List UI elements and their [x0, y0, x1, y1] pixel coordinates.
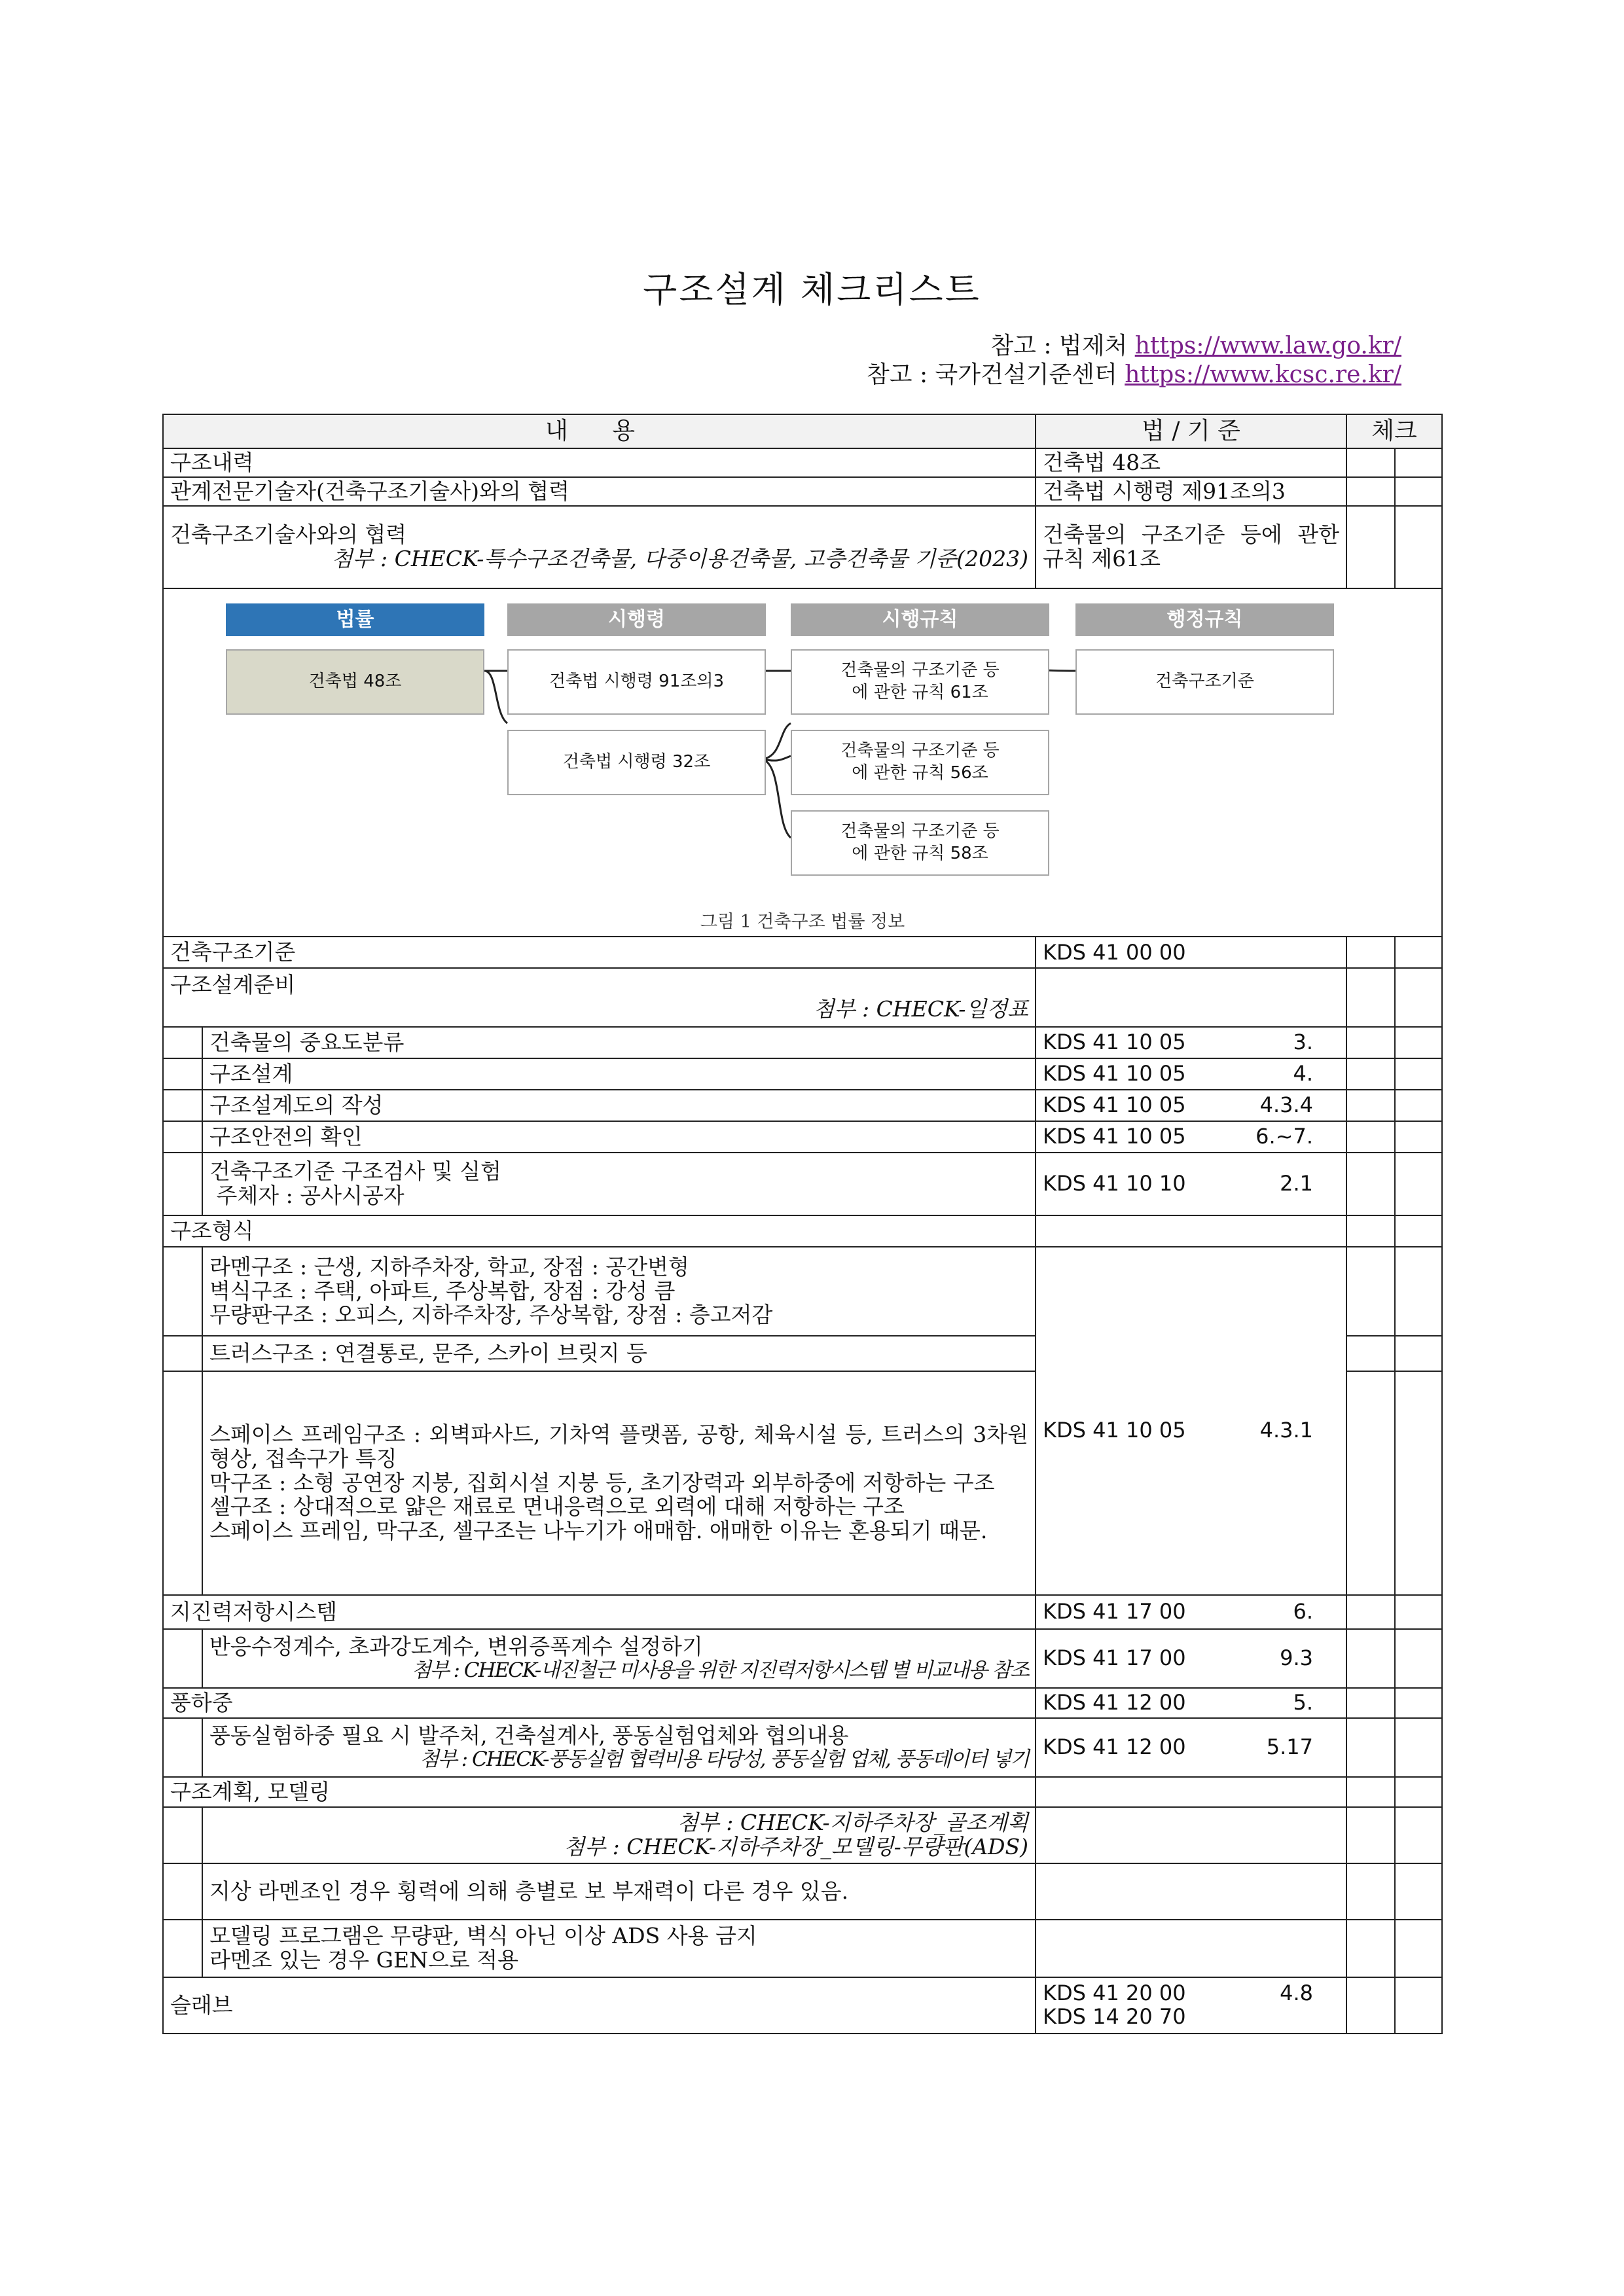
check-box[interactable]: [1346, 1336, 1395, 1371]
check-box[interactable]: [1395, 1058, 1442, 1090]
header-law-category: 법률: [226, 603, 484, 636]
row-text: 구조형식: [163, 1215, 1036, 1247]
check-box[interactable]: [1395, 1777, 1442, 1807]
table-row: [163, 968, 1442, 1027]
row-text-block: [202, 1153, 1036, 1215]
row-text: 구조안전의 확인: [202, 1121, 1036, 1153]
reference-line-kcsc: [867, 356, 1401, 389]
check-box[interactable]: [1346, 1863, 1395, 1920]
check-box[interactable]: [1346, 1027, 1395, 1058]
indent-cell: [163, 1629, 202, 1688]
reference-link-law[interactable]: https://www.law.go.kr/: [1134, 332, 1401, 359]
check-box[interactable]: [1395, 1336, 1442, 1371]
row-law: [1036, 1920, 1346, 1977]
indent-cell: [163, 1371, 202, 1595]
table-row: [163, 1977, 1442, 2034]
row-law: KDS 41 17 00 9.3: [1036, 1629, 1346, 1688]
check-box[interactable]: [1395, 1371, 1442, 1595]
check-box[interactable]: [1395, 1920, 1442, 1977]
law-diagram: [164, 589, 1441, 936]
row-attachment: 첨부 : CHECK-지하주차장_골조계획: [677, 1810, 1028, 1836]
row-law: [1036, 1807, 1346, 1863]
indent-cell: [163, 1090, 202, 1121]
check-box[interactable]: [1346, 506, 1395, 588]
check-box[interactable]: [1395, 1688, 1442, 1718]
row-text: 관계전문기술자(건축구조기술사)와의 협력: [163, 477, 1036, 506]
row-attachment: 첨부 : CHECK-내진철근 미사용을 위한 지진력저항시스템 별 비교내용 참조: [411, 1659, 1028, 1683]
check-box[interactable]: [1395, 1629, 1442, 1688]
table-row: [163, 1920, 1442, 1977]
diagram-connectors: [164, 589, 1398, 936]
header-content: 내 용: [163, 414, 1036, 448]
checklist-table: [162, 414, 1443, 2034]
connector-line: [763, 723, 791, 759]
table-row: [163, 1247, 1442, 1336]
check-box[interactable]: [1395, 1595, 1442, 1629]
table-row: [163, 1863, 1442, 1920]
row-text: 풍동실험하중 필요 시 발주처, 건축설계사, 풍동실험업체와 협의내용: [209, 1723, 849, 1749]
box-decree-32: 건축법 시행령 32조: [507, 730, 766, 795]
row-law: KDS 41 17 00 6.: [1036, 1595, 1346, 1629]
row-text-block: [202, 1247, 1036, 1336]
row-attachment: 첨부 : CHECK-특수구조건축물, 다중이용건축물, 고층건축물 기준(2023): [331, 546, 1028, 571]
indent-cell: [163, 1807, 202, 1863]
indent-cell: [163, 1718, 202, 1777]
check-box[interactable]: [1346, 1090, 1395, 1121]
header-law: 법 / 기 준: [1036, 414, 1346, 448]
check-box[interactable]: [1395, 968, 1442, 1027]
header-check: 체크: [1346, 414, 1442, 448]
indent-cell: [163, 1121, 202, 1153]
box-building-act-48: 건축법 48조: [226, 649, 484, 715]
check-box[interactable]: [1346, 937, 1395, 968]
table-row: [163, 1777, 1442, 1807]
reference-label: 참고 : 법제처: [990, 332, 1135, 359]
check-box[interactable]: [1346, 1058, 1395, 1090]
table-row: [163, 477, 1442, 506]
check-box[interactable]: [1395, 1977, 1442, 2034]
table-row: [163, 1153, 1442, 1215]
box-rule-58: 건축물의 구조기준 등 에 관한 규칙 58조: [791, 810, 1049, 876]
indent-cell: [163, 1920, 202, 1977]
check-box[interactable]: [1346, 1718, 1395, 1777]
row-text: 지상 라멘조인 경우 횡력에 의해 층별로 보 부재력이 다른 경우 있음.: [202, 1863, 1036, 1920]
row-text: 구조설계: [202, 1058, 1036, 1090]
check-box[interactable]: [1346, 1121, 1395, 1153]
row-text-block: [202, 1371, 1036, 1595]
check-box[interactable]: [1346, 1371, 1395, 1595]
check-box[interactable]: [1395, 1153, 1442, 1215]
indent-cell: [163, 1336, 202, 1371]
table-row: [163, 1595, 1442, 1629]
table-row: [163, 1629, 1442, 1688]
row-law: KDS 41 00 00: [1036, 937, 1346, 968]
table-row: [163, 937, 1442, 968]
box-decree-91-3: 건축법 시행령 91조의3: [507, 649, 766, 715]
row-text: 건축구조기준 구조검사 및 실험: [209, 1158, 501, 1185]
row-text-block: [163, 506, 1036, 588]
check-box[interactable]: [1395, 477, 1442, 506]
row-text: 구조설계준비: [170, 972, 296, 998]
check-box[interactable]: [1346, 477, 1395, 506]
row-text: 스페이스 프레임구조 : 외벽파사드, 기차역 플랫폼, 공항, 체육시설 등, 트러스의 3차원 형상, 접속구가 특징: [209, 1421, 1028, 1471]
row-text: 라멘조 있는 경우 GEN으로 적용: [209, 1947, 518, 1973]
indent-cell: [163, 1027, 202, 1058]
check-box[interactable]: [1346, 1629, 1395, 1688]
connector-line: [763, 759, 791, 838]
table-row: [163, 1121, 1442, 1153]
row-text: 스페이스 프레임, 막구조, 셀구조는 나누기가 애매함. 애매한 이유는 혼용되기 때문.: [209, 1518, 988, 1544]
header-rule-category: 시행규칙: [791, 603, 1049, 636]
row-law: KDS 41 12 00 5.17: [1036, 1718, 1346, 1777]
row-text: 벽식구조 : 주택, 아파트, 주상복합, 장점 : 강성 큼: [209, 1278, 676, 1304]
row-attachment: 첨부 : CHECK-풍동실험 협력비용 타당성, 풍동실험 업체, 풍동데이터 넣기: [419, 1748, 1028, 1772]
row-text: 셀구조 : 상대적으로 얇은 재료로 면내응력으로 외력에 대해 저항하는 구조: [209, 1494, 905, 1520]
check-box[interactable]: [1346, 1977, 1395, 2034]
row-subtext: 주체자 : 공사시공자: [209, 1183, 405, 1208]
reference-link-kcsc[interactable]: https://www.kcsc.re.kr/: [1125, 361, 1401, 388]
row-law: [1036, 1777, 1346, 1807]
header-decree-category: 시행령: [507, 603, 766, 636]
table-row: [163, 506, 1442, 588]
table-row: [163, 1027, 1442, 1058]
check-box[interactable]: [1395, 1027, 1442, 1058]
row-text: 구조계획, 모델링: [163, 1777, 1036, 1807]
row-law: KDS 41 10 05 3.: [1036, 1027, 1346, 1058]
row-text: 트러스구조 : 연결통로, 문주, 스카이 브릿지 등: [202, 1336, 1036, 1371]
box-structural-standard: 건축구조기준: [1075, 649, 1334, 715]
figure-cell: [163, 588, 1442, 937]
check-box[interactable]: [1346, 1777, 1395, 1807]
check-box[interactable]: [1395, 937, 1442, 968]
table-row: [163, 1718, 1442, 1777]
row-attachment: 첨부 : CHECK-지하주차장_모델링-무량판(ADS): [564, 1834, 1028, 1859]
row-text: 건축구조기술사와의 협력: [170, 522, 407, 548]
row-text: 슬래브: [163, 1977, 1036, 2034]
row-text: 건축물의 중요도분류: [202, 1027, 1036, 1058]
box-rule-56: 건축물의 구조기준 등 에 관한 규칙 56조: [791, 730, 1049, 795]
row-text: 무량판구조 : 오피스, 지하주차장, 주상복합, 장점 : 층고저감: [209, 1302, 773, 1328]
row-law: KDS 41 12 00 5.: [1036, 1688, 1346, 1718]
check-box[interactable]: [1395, 1215, 1442, 1247]
check-box[interactable]: [1395, 1247, 1442, 1336]
row-text-block: [202, 1718, 1036, 1777]
check-box[interactable]: [1395, 1090, 1442, 1121]
row-law: KDS 41 10 05 4.3.1: [1036, 1247, 1346, 1595]
table-row: [163, 448, 1442, 477]
row-law: KDS 41 10 05 4.: [1036, 1058, 1346, 1090]
check-box[interactable]: [1346, 1807, 1395, 1863]
row-law: 건축물의 구조기준 등에 관한 규칙 제61조: [1036, 506, 1346, 588]
indent-cell: [163, 1153, 202, 1215]
row-law: KDS 41 20 00 4.8 KDS 14 20 70: [1036, 1977, 1346, 2034]
row-text: 건축구조기준: [163, 937, 1036, 968]
check-box[interactable]: [1346, 448, 1395, 477]
check-box[interactable]: [1346, 1595, 1395, 1629]
row-law: 건축법 48조: [1036, 448, 1346, 477]
row-text: 막구조 : 소형 공연장 지붕, 집회시설 지붕 등, 초기장력과 외부하중에 저항하는 구조: [209, 1469, 995, 1496]
row-text: 라멘구조 : 근생, 지하주차장, 학교, 장점 : 공간변형: [209, 1253, 689, 1280]
row-text-block: [163, 968, 1036, 1027]
table-row: [163, 1807, 1442, 1863]
row-law: 건축법 시행령 제91조의3: [1036, 477, 1346, 506]
table-row: [163, 1215, 1442, 1247]
connector-line: [484, 671, 507, 723]
page-title: 구조설계 체크리스트: [643, 269, 981, 310]
check-box[interactable]: [1346, 1688, 1395, 1718]
row-law: [1036, 1215, 1346, 1247]
row-text: 구조내력: [163, 448, 1036, 477]
row-text: 구조설계도의 작성: [202, 1090, 1036, 1121]
row-law: KDS 41 10 05 6.~7.: [1036, 1121, 1346, 1153]
check-box[interactable]: [1395, 448, 1442, 477]
table-header-row: [163, 414, 1442, 448]
check-box[interactable]: [1346, 1215, 1395, 1247]
row-text-block: [202, 1920, 1036, 1977]
check-box[interactable]: [1395, 506, 1442, 588]
check-box[interactable]: [1346, 1153, 1395, 1215]
figure-row: [163, 588, 1442, 937]
row-law: [1036, 1863, 1346, 1920]
check-box[interactable]: [1395, 1863, 1442, 1920]
table-row: [163, 1688, 1442, 1718]
check-box[interactable]: [1395, 1121, 1442, 1153]
row-attachment: 첨부 : CHECK-일정표: [813, 996, 1028, 1022]
reference-label: 참고 : 국가건설기준센터: [866, 361, 1125, 388]
box-rule-61: 건축물의 구조기준 등 에 관한 규칙 61조: [791, 649, 1049, 715]
row-text: 모델링 프로그램은 무량판, 벽식 아닌 이상 ADS 사용 금지: [209, 1923, 757, 1949]
table-row: [163, 1090, 1442, 1121]
indent-cell: [163, 1863, 202, 1920]
indent-cell: [163, 1058, 202, 1090]
row-text-block: [202, 1629, 1036, 1688]
check-box[interactable]: [1395, 1718, 1442, 1777]
check-box[interactable]: [1346, 1247, 1395, 1336]
check-box[interactable]: [1395, 1807, 1442, 1863]
header-admin-category: 행정규칙: [1075, 603, 1334, 636]
table-row: [163, 1058, 1442, 1090]
row-law: [1036, 968, 1346, 1027]
check-box[interactable]: [1346, 968, 1395, 1027]
row-law: KDS 41 10 10 2.1: [1036, 1153, 1346, 1215]
row-law: KDS 41 10 05 4.3.4: [1036, 1090, 1346, 1121]
row-text: 지진력저항시스템: [163, 1595, 1036, 1629]
figure-caption: 그림 1 건축구조 법률 정보: [700, 912, 905, 932]
row-text: 반응수정계수, 초과강도계수, 변위증폭계수 설정하기: [209, 1634, 703, 1660]
indent-cell: [163, 1247, 202, 1336]
row-text: 풍하중: [163, 1688, 1036, 1718]
check-box[interactable]: [1346, 1920, 1395, 1977]
row-text-block: [202, 1807, 1036, 1863]
